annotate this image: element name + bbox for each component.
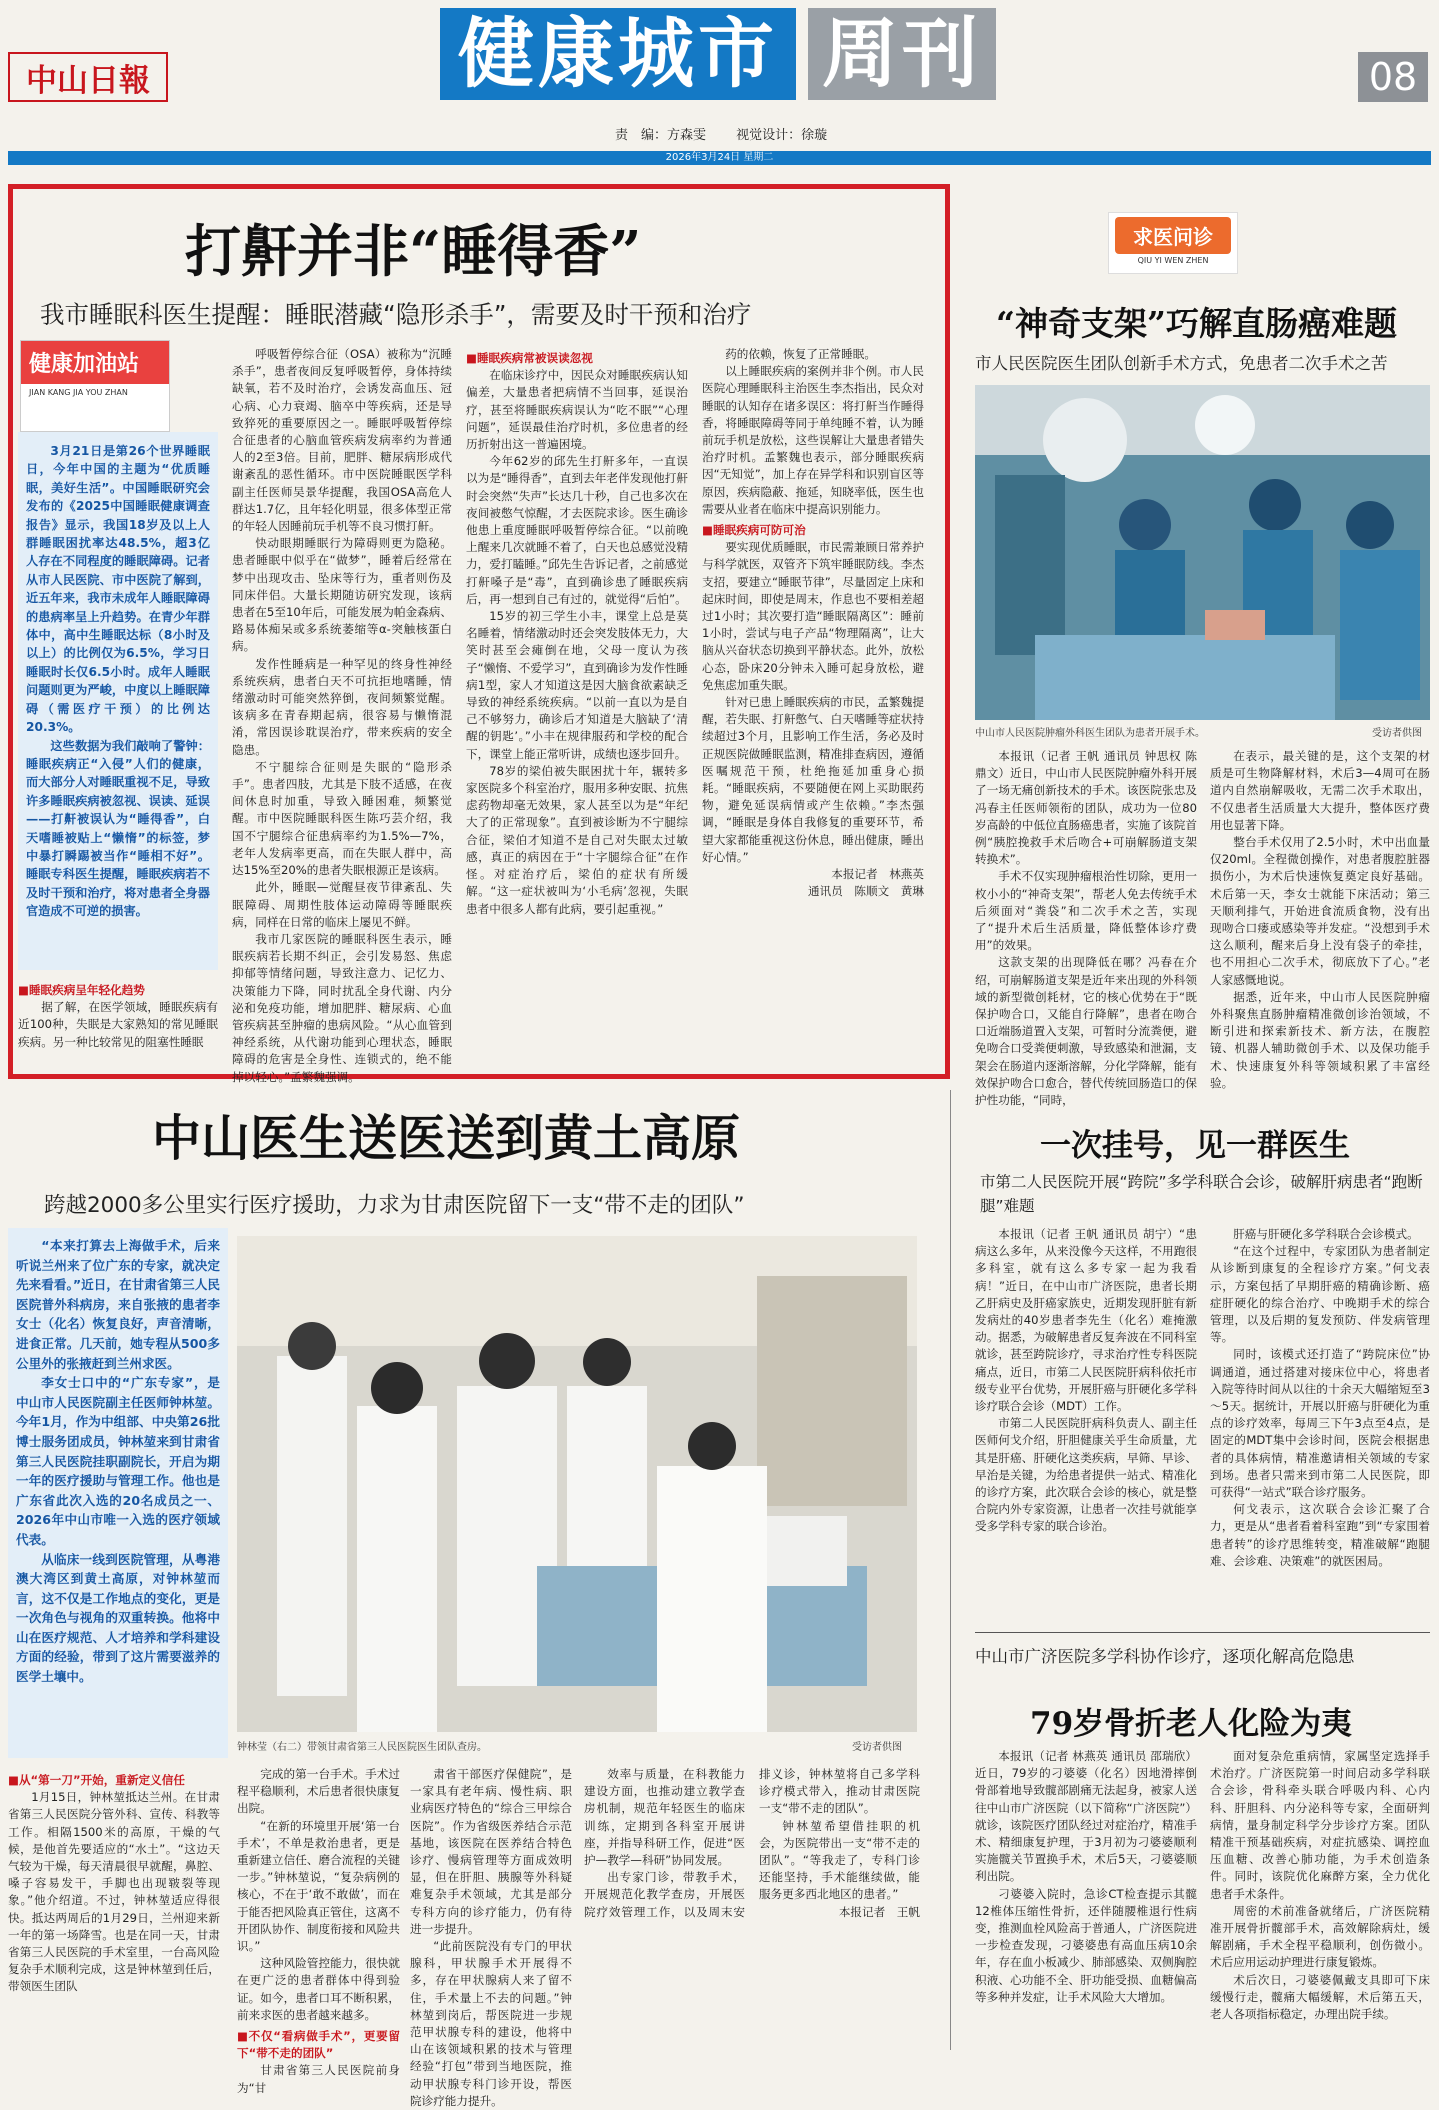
body-paragraph: “在新的环境里开展‘第一台手术’，不单是救治患者，更是重新建立信任、磨合流程的关键一步。”钟林堃说，“复杂病例的核心，不在于‘敢不敢做’，而在于能否把风险真正管住，这离不开团队协作、制度衔接和风险共识。” [237,1818,400,1954]
editor-credit: 责 编：方森雯 [615,128,707,143]
body-paragraph: 此外，睡眠—觉醒昼夜节律紊乱、失眠障碍、周期性肢体运动障碍等睡眠疾病，同样在日常的临床上屡见不鲜。 [232,880,452,929]
lead-paragraph: 这些数据为我们敲响了警钟：睡眠疾病正“入侵”人们的健康，而大部分人对睡眠重视不足，导致许多睡眠疾病被忽视、误读、延误——打鼾被误认为“睡得香”，白天嗜睡被贴上“懒惰”的标签，梦中暴打瞬踢被当作“睡相不好”。睡眠专科医生提醒，睡眠疾病若不及时干预和治疗，将对患者全身器官造成不可逆的损害。 [26,738,210,919]
deck-rectal: 市人民医院医生团队创新手术方式，免患者二次手术之苦 [975,354,1388,373]
headline-gansu: 中山医生送医送到黄土高原 [152,1109,741,1167]
surgery-photo [975,385,1430,720]
headline-rectal: “神奇支架”巧解直肠癌难题 [996,304,1397,343]
body-paragraph: 据了解，在医学领域，睡眠疾病有近100种，失眠是大家熟知的常见睡眠疾病。另一种比较常见的阻塞性睡眠 [18,1000,218,1049]
badge-pinyin: QIU YI WEN ZHEN [1137,256,1209,265]
lead-paragraph: 李女士口中的“广东专家”，是中山市人民医院副主任医师钟林堃。今年1月，作为中组部、中央第26批博士服务团成员，钟林堃来到甘肃省第三人民医院挂职副院长，开启为期一年的医疗援助与管理工作。他也是广东省此次入选的20名成员之一、2026年中山市唯一入选的医疗领域代表。 [16,1375,220,1547]
date-bar [8,151,1431,165]
photo-caption: 钟林莹（右二）带领甘肃省第三人民医院医生团队查房。 [237,1742,487,1753]
body-paragraph: 药的依赖，恢复了正常睡眠。 [725,347,876,361]
kicker-pinyin: JIAN KANG JIA YOU ZHAN [29,388,128,397]
body-paragraph: “在这个过程中，专家团队为患者制定从诊断到康复的全程诊疗方案。”何戈表示，方案包括了早期肝癌的精确诊断、癌症肝硬化的综合治疗、中晚期手术的综合管理，以及后期的复发预防、伴发病管理等。 [1210,1244,1430,1345]
headline-fracture: 79岁骨折老人化险为夷 [1030,1706,1353,1742]
photo-credit: 受访者供图 [852,1742,902,1753]
body-column [232,346,452,1084]
body-paragraph: 本报讯（记者 王帆 通讯员 胡宁）“患病这么多年，从来没像今天这样，不用跑很多科室，就有这么多专家一起为我看病！”近日，在中山市广济医院，患者长期乙肝病史及肝癌家族史，近期发现肝脏有新发病灶的40岁患者李先生（化名）难掩激动。据悉，为破解患者反复奔波在不同科室就诊，甚至跨院诊疗，寻求治疗性专科医院痛点，近日，市第二人民医院肝病科依托市级专业平台优势，开展肝癌与肝硬化多学科诊疗联合会诊（MDT）工作。 [975,1227,1197,1414]
body-column [466,346,688,1070]
body-column [410,1766,572,2108]
subheading: ■睡眠疾病呈年轻化趋势 [18,983,145,997]
body-paragraph: 这种风险管控能力，很快就在更广泛的患者群体中得到验证。如今，患者口耳不断积累，前来求医的患者越来越多。 [237,1956,400,2022]
photo-caption: 中山市人民医院肿瘤外科医生团队为患者开展手术。 [975,728,1205,739]
deck-mdt: 市第二人民医院开展“跨院”多学科联合会诊，破解肝病患者“跑断腿”难题 [980,1173,1423,1215]
lead-paragraph: 从临床一线到医院管理，从粤港澳大湾区到黄土高原，对钟林堃而言，这不仅是工作地点的变化，更是一次角色与视角的双重转换。他将中山在医疗规范、人才培养和学科建设方面的经验，带到了这片需要滋养的医学土壤中。 [16,1551,220,1685]
body-paragraph: 何戈表示，这次联合会诊汇聚了合力，更是从“患者看着科室跑”到“专家围着患者转”的诊疗思维转变，精准破解“跑腿难、会诊难、决策难”的就医困局。 [1210,1502,1430,1568]
body-paragraph: 本报讯（记者 王帆 通讯员 钟思权 陈鼎文）近日，中山市人民医院肿瘤外科开展了一场无痛创新技术的手术。该医院张忠及冯春主任医师领衔的团队，成功为一位80岁高龄的中低位直肠癌患者，实施了该院首例“胰腔挽救手术后吻合+可崩解肠道支架转换术”。 [975,749,1197,867]
body-paragraph: 在表示，最关键的是，这个支架的材质是可生物降解材料，术后3—4周可在肠道内自然崩解吸收，无需二次手术取出，不仅患者生活质量大大提升，整体医疗费用也显著下降。 [1210,749,1430,832]
ward-photo [237,1236,917,1732]
newspaper-logo: 中山日報 [8,52,168,102]
issue-date: 2026年3月24日 星期二 [665,152,774,163]
lead-column [18,432,218,970]
body-column [584,1766,920,2050]
body-paragraph: 15岁的初三学生小丰，课堂上总是莫名睡着，情绪激动时还会突发肢体无力，大笑时甚至会瘫倒在地，父母一度认为孩子“懒惰、不爱学习”，直到确诊为发作性睡病1型，家人才知道这是因大脑食欲素缺乏导致的神经系统疾病。“以前一直以为是自己不够努力，确诊后才知道是大脑缺了‘清醒的钥匙’。”小丰在规律服药和学校的配合下，课堂上能正常听讲，成绩也逐步回升。 [466,609,688,761]
column-kicker [20,340,170,432]
section-rule [975,1632,1430,1633]
headline-sleep: 打鼾并非“睡得香” [185,219,642,285]
body-column [702,346,924,1070]
credits [615,124,853,143]
deck-sleep: 我市睡眠科医生提醒：睡眠潜藏“隐形杀手”，需要及时干预和治疗 [40,300,752,329]
body-paragraph: 钟林堃希望借挂职的机会，为医院带出一支“带不走的团队”。“等我走了，专科门诊还能坚持，手术能继续做，能服务更多西北地区的患者。” [759,1818,920,1902]
body-paragraph: 以上睡眠疾病的案例并非个例。市人民医院心理睡眠科主治医生李杰指出，民众对睡眠的认知存在诸多误区：将打鼾当作睡得香，将睡眠障碍等同于单纯睡不着，认为睡前玩手机是放松，这些误解让大量患者错失治疗时机。孟繁魏也表示，部分睡眠疾病因“无知觉”，加上存在异学科和识别盲区等原因，疾病隐蔽、拖延，知晓率低，医生也需要从业者在临床中提高识别能力。 [702,364,924,516]
body-column [1210,1226,1430,1626]
subheading: ■睡眠疾病可防可治 [702,523,806,538]
lead-paragraph: “本来打算去上海做手术，后来听说兰州来了位广东的专家，就决定先来看看。”近日，在甘肃省第三人民医院普外科病房，来自张掖的患者李女士（化名）恢复良好，声音清晰，进食正常。几天前，她专程从500多公里外的张掖赶到兰州求医。 [16,1238,220,1371]
body-paragraph: 78岁的梁伯被失眠困扰十年，辗转多家医院多个科室治疗，服用多种安眠、抗焦虑药物却毫无效果，家人甚至以为是“年纪大了的正常现象”。直到被诊断为不宁腿综合征，梁伯才知道不是自己对失眠太过敏感，真正的病因在于“十字腿综合征”在作怪。对症治疗后，梁伯的症状有所缓解。“这一症状被叫为‘小毛病’忽视，失眠患者中很多人都有此病，要引起重视。” [466,763,688,916]
body-paragraph: 快动眼期睡眠行为障碍则更为隐秘。患者睡眠中似乎在“做梦”，睡着后经常在梦中出现攻击、坠床等行为，重者则伤及同床伴侣。大量长期随访研究发现，该病患者在5至10年后，可能发展为帕金森病、路易体痴呆或多系统萎缩等α-突触核蛋白病。 [232,536,452,654]
deck-gansu: 跨越2000多公里实行医疗援助，力求为甘肃医院留下一支“带不走的团队” [44,1193,745,1218]
body-paragraph: 在临床诊疗中，因民众对睡眠疾病认知偏差，大量患者把病情不当回事，延误治疗，甚至将睡眠疾病误认为“吃不眠”“心理问题”，延误最佳治疗时机，多位患者的经历折射出这一普遍困境。 [466,368,688,452]
body-column [975,748,1197,1108]
body-paragraph: 针对已患上睡眠疾病的市民，孟繁魏提醒，若失眠、打鼾憋气、白天嗜睡等症状持续超过3个月，且影响工作生活，务必及时正规医院做睡眠监测，精准排查病因，遵循医嘱规范干预，杜绝拖延加重身心损耗。“睡眠疾病，不要随便在网上买助眠药物，避免延误病情或产生依赖。”李杰强调，“睡眠是身体自我修复的重要环节，希望大家都能重视这份休息，睡出健康，睡出好心情。” [702,695,924,864]
body-column [975,1748,1197,2050]
body-paragraph: 面对复杂危重病情，家属坚定选择手术治疗。广济医院第一时间启动多学科联合会诊，骨科牵头联合呼吸内科、心内科、肝胆科、内分泌科等专家，全面研判病情，量身制定科学分步诊疗方案。团队精准干预基础疾病，对症抗感染、调控血压血糖、改善心肺功能，为手术创造条件。同时，该院优化麻醉方案，全力优化患者手术条件。 [1210,1749,1430,1901]
body-paragraph: 据悉，近年来，中山市人民医院肿瘤外科聚焦直肠肿瘤精准微创诊治领域，不断引进和探索新技术、新方法，在腹腔镜、机器人辅助微创手术、以及保功能手术、快速康复外科等领域积累了丰富经验。 [1210,989,1430,1090]
body-column [8,1768,220,2050]
body-paragraph: 不宁腿综合征则是失眠的“隐形杀手”。患者四肢，尤其是下肢不适感，在夜间休息时加重，导致入睡困难，频繁觉醒。市中医院睡眠科医生陈巧芸介绍，我国不宁腿综合征患病率约为1.5%—7%，老年人发病率更高，而在失眠人群中，高达15%至20%的患者失眠根源正是该病。 [232,759,452,878]
lead-paragraph: 3月21日是第26个世界睡眠日，今年中国的主题为“优质睡眠，美好生活”。中国睡眠研究会发布的《2025中国睡眠健康调查报告》显示，我国18岁及以上人群睡眠困扰率达48.5%，超3亿人存在不同程度的睡眠障碍。记者从市人民医院、市中医院了解到，近五年来，我市未成年人睡眠障碍的患病率呈上升趋势。在青少年群体中，高中生睡眠达标（8小时及以上）的比例仅为6.5%，学习日睡眠时长仅6.5小时。成年人睡眠问题则更为严峻，中度以上睡眠障碍（需医疗干预）的比例达20.3%。 [26,444,210,735]
body-column [237,1766,400,2095]
subheading: ■从“第一刀”开始，重新定义信任 [8,1773,185,1787]
body-paragraph: 1月15日，钟林堃抵达兰州。在甘肃省第三人民医院分管外科、宣传、科教等工作。相隔1500米的高原，干燥的气候，是他首先要适应的“水土”。“这边天气较为干燥，每天清晨很早就醒，鼻腔、嗓子容易发干，手脚也出现皲裂等现象。”他介绍道。不过，钟林堃适应得很快。抵达两周后的1月29日，兰州迎来新一年的第一场降雪。也是在同一天，甘肃省第三人民医院的手术室里，一台高风险复杂手术顺利完成，这是钟林堃到任后，带领医生团队 [8,1790,220,1994]
byline: 通讯员 陈顺文 黄琳 [808,884,924,899]
column-divider [950,1090,951,2050]
tail-column [18,978,218,1070]
body-paragraph: 完成的第一台手术。手术过程平稳顺利，术后患者很快康复出院。 [237,1767,400,1816]
body-paragraph: 效率与质量，在科教能力建设方面，也推动建立教学查房机制，规范年轻医生的临床训练，定期到各科室开展讲座，并指导科研工作，促进“医护—教学—科研”协同发展。 [584,1767,745,1868]
body-paragraph: 出专家门诊，带教手术，开展规范化教学查房，开展医院疗效管理工作，以及周末安排义诊，钟林堃将自己多学科诊疗模式带入，推动甘肃医院一支“带不走的团队”。 [584,1767,920,1919]
body-paragraph: 周密的术前准备就绪后，广济医院精准开展骨折髋部手术，高效解除病灶，缓解剧痛，手术全程平稳顺利，创伤微小。术后应用运动护理进行康复锻炼。 [1210,1903,1430,1970]
byline: 本报记者 王帆 [838,1904,920,1919]
byline: 本报记者 林燕英 [831,867,924,882]
masthead [0,0,1439,163]
page-number: 08 [1358,52,1428,102]
body-paragraph: 肃省干部医疗保健院”，是一家具有老年病、慢性病、职业病医疗特色的“综合三甲综合医院”。作为省级医养结合示范基地，该医院在医养结合特色诊疗、慢病管理等方面成效明显，但在肝胆、胰腺等外科疑难复杂手术领域，尤其是部分专科方向的诊疗能力，仍有待进一步提升。 [410,1767,572,1936]
body-paragraph: 整台手术仅用了2.5小时，术中出血量仅20ml。全程微创操作，对患者腹腔脏器损伤小，为术后快速恢复奠定良好基础。术后第一天，李女士就能下床活动；第三天顺利排气，开始进食流质食物，没有出现吻合口瘘或感染等并发症。“没想到手术这么顺利，醒来后身上没有袋子的牵挂，也不用担心二次手术，彻底放下了心。”老人家感慨地说。 [1210,835,1430,987]
body-paragraph: 甘肃省第三人民医院前身为“甘 [237,2063,400,2095]
body-paragraph: 本报讯（记者 林燕英 通讯员 邵瑞欣）近日，79岁的刁婆婆（化名）因地滑摔倒骨部着地导致髋部剧痛无法起身，被家人送往中山市广济医院（以下简称“广济医院”）就诊，该院医疗团队经过对症治疗，精准手术、精细康复护理，于3月初为刁婆婆顺利实施髋关节置换手术，术后5天，刁婆婆顺利出院。 [975,1749,1197,1884]
subheading: ■不仅“看病做手术”，更要留下“带不走的团队” [237,2029,400,2061]
body-paragraph: 市第二人民医院肝病科负责人、副主任医师何戈介绍，肝胆健康关乎生命质量，尤其是肝癌、肝硬化这类疾病，早筛、早诊、早治是关键，为给患者提供一站式、精准化的诊疗方案，此次联合会诊的核心，就是整合院内外专家资源，让患者一次挂号就能享受多学科专家的联合诊治。 [975,1416,1197,1534]
section-title: 健康城市 [440,8,796,100]
body-paragraph: 今年62岁的邱先生打鼾多年，一直误以为是“睡得香”，直到去年老伴发现他打鼾时会突然“失声”长达几十秒，自己也多次在夜间被憋气惊醒，才去医院求诊。医生确诊他患上重度睡眠呼吸暂停综合征。“以前晚上醒来几次就睡不着了，白天也总感觉没精力，爱打瞌睡。”邱先生告诉记者，之前感觉打鼾嗓子是“毒”，直到确诊患了睡眠疾病后，再一想到自己有过的，就觉得“后怕”。 [466,454,688,606]
body-paragraph: 要实现优质睡眠，市民需兼顾日常养护与科学就医，双管齐下筑牢睡眠防线。李杰支招，要建立“睡眠节律”，尽量固定上床和起床时间，即使是周末，作息也不要相差超过1小时；其次要打造“睡眠隔离区”：睡前1小时，尝试与电子产品“物理隔离”，让大脑从兴奋状态切换到平静状态。此外，放松心态，卧床20分钟未入睡可起身放松，避免焦虑加重失眠。 [702,540,924,692]
badge-title: 求医问诊 [1115,217,1231,254]
designer-credit: 视觉设计：徐璇 [736,128,828,143]
body-column [975,1226,1197,1626]
body-paragraph: 手术不仅实现肿瘤根治性切除，更用一枚小小的“神奇支架”，帮老人免去传统手术后须面对“粪袋”和二次手术之苦，实现了“提升术后生活质量，降低整体诊疗费用”的效果。 [975,869,1197,953]
photo-credit: 受访者供图 [1372,728,1422,739]
section-subtitle: 周刊 [808,8,996,100]
body-paragraph: 肝癌与肝硬化多学科联合会诊模式。 [1233,1227,1419,1241]
body-paragraph: 发作性睡病是一种罕见的终身性神经系统疾病，患者白天不可抗拒地嗜睡，情绪激动时可能突然猝倒，夜间频繁觉醒。该病多在青春期起病，很容易与懒惰混淆，常因误诊耽误治疗，带来疾病的安全隐患。 [232,656,452,757]
body-column [1210,1748,1430,2050]
body-paragraph: “此前医院没有专门的甲状腺科，甲状腺手术开展得不多，存在甲状腺病人来了留不住，手术量上不去的问题。”钟林堃到岗后，帮医院进一步规范甲状腺专科的建设，他将中山在该领域积累的技术与管理经验“打包”带到当地医院，推动甲状腺专科门诊开设，帮医院诊疗能力提升。 [410,1939,572,2108]
body-paragraph: 术后次日，刁婆婆佩戴支具即可下床缓慢行走，髋痛大幅缓解，术后第五天，老人各项指标稳定，办理出院手续。 [1210,1972,1430,2022]
body-paragraph: 刁婆婆入院时，急诊CT检查提示其髋12椎体压缩性骨折，还伴随腰椎退行性病变，推测血栓风险高于普通人，广济医院进一步检查发现，刁婆婆患有高血压病10余年，存在血小板减少、肺部感染、双侧胸腔积液、心功能不全、肝功能受损、血糖偏高等多种并发症，让手术风险大大增加。 [975,1886,1197,2004]
deck-fracture: 中山市广济医院多学科协作诊疗，逐项化解高危隐患 [975,1647,1355,1666]
body-paragraph: 呼吸暂停综合征（OSA）被称为“沉睡杀手”，患者夜间反复呼吸暂停，身体持续缺氧，若不及时治疗，会诱发高血压、冠心病、心力衰竭、脑卒中等疾病，还是导致猝死的重要原因之一。睡眠呼吸暂停综合征患者的心脑血管疾病发病率约为普通人的2至3倍。目前，肥胖、糖尿病形成代谢紊乱的恶性循环。市中医院睡眠医学科副主任医师吴景华提醒，我国OSA高危人群达1.7亿，且年轻化明显，很多体型正常的年轻人因睡前玩手机等不良习惯打鼾。 [232,347,452,534]
column-badge [1108,212,1238,274]
body-paragraph: 这款支架的出现降低在哪？冯春在介绍，可崩解肠道支架是近年来出现的外科领域的新型微创耗材，它的核心优势在于“既保护吻合口，又能自行降解”，患者在吻合口近端肠道置入支架，可暂时分流粪便，避免吻合口受粪便刺激，导致感染和泄漏，支架会在肠道内逐渐溶解，分化学降解，能有效保护吻合口愈合，替代传统回肠造口的保护性功能，“同時， [975,955,1197,1108]
headline-mdt: 一次挂号，见一群医生 [1040,1128,1350,1164]
body-paragraph: 同时，该模式还打造了“跨院床位”协调通道，通过搭建对接床位中心，将患者入院等待时间从以往的十余天大幅缩短至3～5天。据统计，开展以肝癌与肝硬化为重点的诊疗效率，每周三下午3点至4点，是固定的MDT集中会诊时间，医院会根据患者的具体病情，精准邀请相关领域的专家到场。患者只需来到市第二人民医院，即可获得“一站式”联合诊疗服务。 [1210,1347,1430,1500]
body-column [1210,748,1430,1090]
lead-column [8,1228,228,1758]
subheading: ■睡眠疾病常被误读忽视 [466,351,593,365]
kicker-title: 健康加油站 [21,341,169,384]
body-paragraph: 我市几家医院的睡眠科医生表示，睡眠疾病若长期不纠正，会引发易怒、焦虑抑郁等情绪问题，导致注意力、记忆力、决策能力下降，同时扰乱全身代谢、内分泌和免疫功能，增加肥胖、糖尿病、心血管疾病甚至肿瘤的患病风险。“从心血管到神经系统，从代谢功能到心理状态，睡眠障碍的危害是全身性、连锁式的，绝不能掉以轻心。”孟繁魏强调。 [232,931,452,1084]
